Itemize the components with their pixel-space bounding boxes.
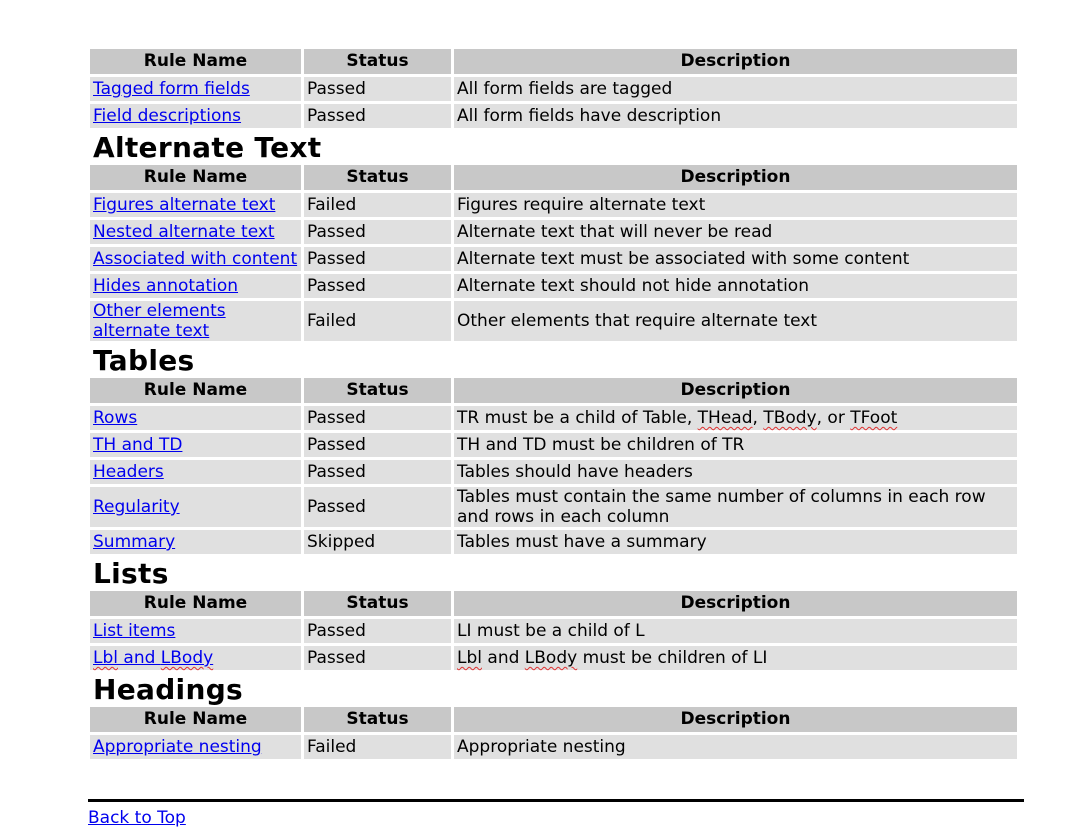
rule-link-nested-alternate-text[interactable]: Nested alternate text (93, 222, 275, 242)
description-cell: All form fields have description (454, 104, 1017, 128)
table-row (90, 406, 1017, 430)
description-cell: Tables must contain the same number of columns in each row and rows in each column (454, 487, 1017, 527)
rule-link-th-and-td[interactable]: TH and TD (93, 435, 183, 455)
status-cell: Passed (304, 619, 451, 643)
header-rule-name: Rule Name (90, 165, 301, 190)
header-status: Status (304, 378, 451, 403)
rule-name-cell (90, 301, 301, 341)
status-cell: Passed (304, 487, 451, 527)
rules-table-alternate-text (87, 162, 1020, 344)
rule-name-cell (90, 619, 301, 643)
spellcheck-mark: LBody (524, 648, 578, 668)
description-cell: TH and TD must be children of TR (454, 433, 1017, 457)
table-header-row (90, 591, 1017, 616)
rule-name-cell (90, 460, 301, 484)
rule-link-summary[interactable]: Summary (93, 532, 176, 552)
header-description: Description (454, 49, 1017, 74)
rule-link-field-descriptions[interactable]: Field descriptions (93, 106, 242, 126)
description-cell: Lbl and LBody must be children of LI (454, 646, 1017, 670)
table-row (90, 487, 1017, 527)
table-row (90, 104, 1017, 128)
description-cell: TR must be a child of Table, THead, TBody, or TFoot (454, 406, 1017, 430)
description-cell: Alternate text should not hide annotation (454, 274, 1017, 298)
rule-name-cell (90, 406, 301, 430)
header-status: Status (304, 49, 451, 74)
status-cell: Passed (304, 406, 451, 430)
section-heading-headings: Headings (93, 673, 244, 706)
rule-name-cell (90, 247, 301, 271)
horizontal-rule (88, 799, 1024, 802)
description-cell: Figures require alternate text (454, 193, 1017, 217)
rule-link-tagged-form-fields[interactable]: Tagged form fields (93, 79, 250, 99)
table-header-row (90, 707, 1017, 732)
description-cell: Tables should have headers (454, 460, 1017, 484)
rule-link-lbl-and-lbody[interactable]: Lbl and LBody (93, 648, 214, 668)
table-row (90, 301, 1017, 341)
status-cell: Skipped (304, 530, 451, 554)
description-cell: All form fields are tagged (454, 77, 1017, 101)
status-cell: Failed (304, 735, 451, 759)
rules-table-tables (87, 375, 1020, 557)
rule-name-cell (90, 530, 301, 554)
rule-link-rows[interactable]: Rows (93, 408, 138, 428)
header-description: Description (454, 165, 1017, 190)
rule-name-cell (90, 104, 301, 128)
accessibility-report (90, 49, 1023, 762)
table-row (90, 530, 1017, 554)
rule-name-cell (90, 193, 301, 217)
header-status: Status (304, 707, 451, 732)
status-cell: Passed (304, 247, 451, 271)
rule-link-associated-with-content[interactable]: Associated with content (93, 249, 298, 269)
status-cell: Passed (304, 104, 451, 128)
rule-link-appropriate-nesting[interactable]: Appropriate nesting (93, 737, 262, 757)
rule-link-list-items[interactable]: List items (93, 621, 176, 641)
header-description: Description (454, 378, 1017, 403)
description-cell: Alternate text must be associated with some content (454, 247, 1017, 271)
status-cell: Passed (304, 433, 451, 457)
spellcheck-mark: Lbl (93, 648, 118, 668)
rules-table-lists (87, 588, 1020, 673)
back-to-top-link[interactable]: Back to Top (88, 808, 186, 828)
header-rule-name: Rule Name (90, 591, 301, 616)
table-row (90, 433, 1017, 457)
header-rule-name: Rule Name (90, 49, 301, 74)
description-cell: Tables must have a summary (454, 530, 1017, 554)
table-row (90, 247, 1017, 271)
rule-name-cell (90, 646, 301, 670)
spellcheck-mark: LBody (160, 648, 214, 668)
table-header-row (90, 165, 1017, 190)
rule-link-headers[interactable]: Headers (93, 462, 164, 482)
table-row (90, 619, 1017, 643)
rules-table-forms (87, 46, 1020, 131)
rule-name-cell (90, 274, 301, 298)
rule-name-cell (90, 433, 301, 457)
table-row (90, 460, 1017, 484)
status-cell: Passed (304, 77, 451, 101)
spellcheck-mark: Lbl (457, 648, 482, 668)
spellcheck-mark: TBody (763, 408, 817, 428)
rule-name-cell (90, 487, 301, 527)
status-cell: Failed (304, 301, 451, 341)
description-cell: Other elements that require alternate text (454, 301, 1017, 341)
table-row (90, 274, 1017, 298)
table-row (90, 77, 1017, 101)
table-header-row (90, 378, 1017, 403)
rules-table-headings (87, 704, 1020, 762)
header-description: Description (454, 591, 1017, 616)
description-cell: Appropriate nesting (454, 735, 1017, 759)
rule-link-regularity[interactable]: Regularity (93, 497, 180, 517)
table-row (90, 735, 1017, 759)
section-heading-alternate-text: Alternate Text (93, 131, 322, 164)
spellcheck-mark: TFoot (850, 408, 898, 428)
rule-name-cell (90, 735, 301, 759)
header-rule-name: Rule Name (90, 378, 301, 403)
spellcheck-mark: THead (697, 408, 753, 428)
description-cell: Alternate text that will never be read (454, 220, 1017, 244)
table-header-row (90, 49, 1017, 74)
table-row (90, 220, 1017, 244)
rule-link-other-elements-alternate-text[interactable]: Other elements alternate text (93, 301, 226, 341)
section-heading-tables: Tables (93, 344, 195, 377)
rule-link-hides-annotation[interactable]: Hides annotation (93, 276, 239, 296)
table-row (90, 646, 1017, 670)
header-rule-name: Rule Name (90, 707, 301, 732)
header-status: Status (304, 165, 451, 190)
status-cell: Failed (304, 193, 451, 217)
rule-name-cell (90, 77, 301, 101)
status-cell: Passed (304, 220, 451, 244)
rule-name-cell (90, 220, 301, 244)
status-cell: Passed (304, 646, 451, 670)
header-status: Status (304, 591, 451, 616)
status-cell: Passed (304, 274, 451, 298)
table-row (90, 193, 1017, 217)
description-cell: LI must be a child of L (454, 619, 1017, 643)
section-heading-lists: Lists (93, 557, 169, 590)
header-description: Description (454, 707, 1017, 732)
status-cell: Passed (304, 460, 451, 484)
rule-link-figures-alternate-text[interactable]: Figures alternate text (93, 195, 276, 215)
